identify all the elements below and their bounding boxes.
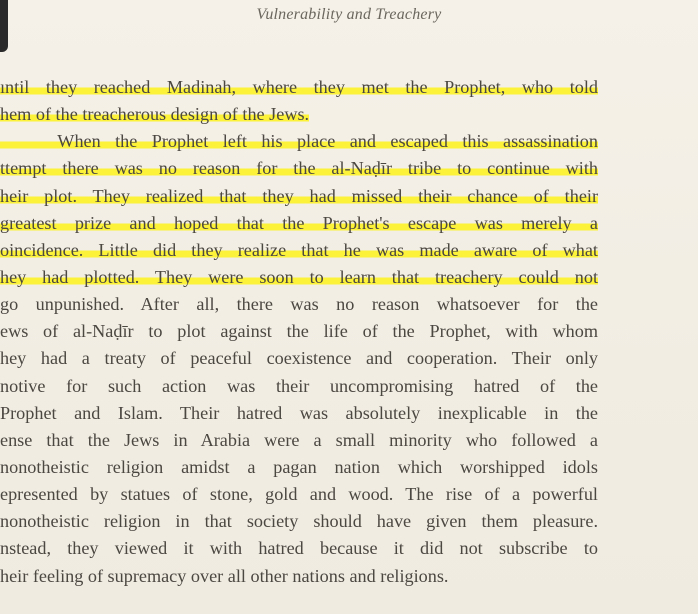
text-line-10 bbox=[0, 318, 598, 345]
highlighted-text: hem of the treacherous design of the Jews. bbox=[0, 104, 310, 125]
text-line-2 bbox=[0, 101, 598, 128]
text-line-content: nonotheistic religion amidst a pagan nation which worshipped idols bbox=[0, 456, 598, 477]
text-line-4 bbox=[0, 155, 598, 182]
text-line-7 bbox=[0, 237, 598, 264]
body-text bbox=[0, 74, 598, 590]
text-line-content: heir feeling of supremacy over all other nations and religions. bbox=[0, 565, 449, 586]
text-line-6 bbox=[0, 210, 598, 237]
text-line-content: epresented by statues of stone, gold and wood. The rise of a powerful bbox=[0, 484, 598, 505]
text-line-17 bbox=[0, 508, 598, 535]
highlighted-text: oincidence. Little did they realize that he was made aware of what bbox=[0, 239, 598, 260]
highlighted-text: ttempt there was no reason for the al-Naḍīr tribe to continue with bbox=[0, 158, 598, 179]
text-line-18 bbox=[0, 535, 598, 562]
text-line-19 bbox=[0, 563, 598, 590]
highlighted-text: When the Prophet left his place and escaped this assassination bbox=[0, 131, 598, 152]
text-line-15 bbox=[0, 454, 598, 481]
text-line-content: notive for such action was their uncompromising hatred of the bbox=[0, 375, 598, 396]
text-line-5 bbox=[0, 183, 598, 210]
text-line-content: ense that the Jews in Arabia were a small minority who followed a bbox=[0, 429, 598, 450]
text-line-9 bbox=[0, 291, 598, 318]
text-line-content: go unpunished. After all, there was no reason whatsoever for the bbox=[0, 294, 598, 315]
text-line-content: hey had a treaty of peaceful coexistence and cooperation. Their only bbox=[0, 348, 598, 369]
highlighted-text: hey had plotted. They were soon to learn that treachery could not bbox=[0, 266, 598, 287]
text-line-14 bbox=[0, 427, 598, 454]
text-line-11 bbox=[0, 345, 598, 372]
text-line-content: Prophet and Islam. Their hatred was absolutely inexplicable in the bbox=[0, 402, 598, 423]
text-line-16 bbox=[0, 481, 598, 508]
highlighted-text: heir plot. They realized that they had missed their chance of their bbox=[0, 185, 598, 206]
running-head: Vulnerability and Treachery bbox=[256, 6, 442, 23]
highlighted-text: ıntil they reached Madinah, where they met the Prophet, who told bbox=[0, 77, 598, 97]
text-line-1 bbox=[0, 74, 598, 101]
highlighted-text: greatest prize and hoped that the Prophet's escape was merely a bbox=[0, 212, 598, 233]
text-line-content: nstead, they viewed it with hatred because it did not subscribe to bbox=[0, 538, 598, 559]
text-line-13 bbox=[0, 400, 598, 427]
text-line-content: nonotheistic religion in that society should have given them pleasure. bbox=[0, 511, 598, 532]
text-line-12 bbox=[0, 373, 598, 400]
text-line-3 bbox=[0, 128, 598, 155]
text-line-content: ews of al-Naḍīr to plot against the life of the Prophet, with whom bbox=[0, 321, 598, 342]
text-line-8 bbox=[0, 264, 598, 291]
